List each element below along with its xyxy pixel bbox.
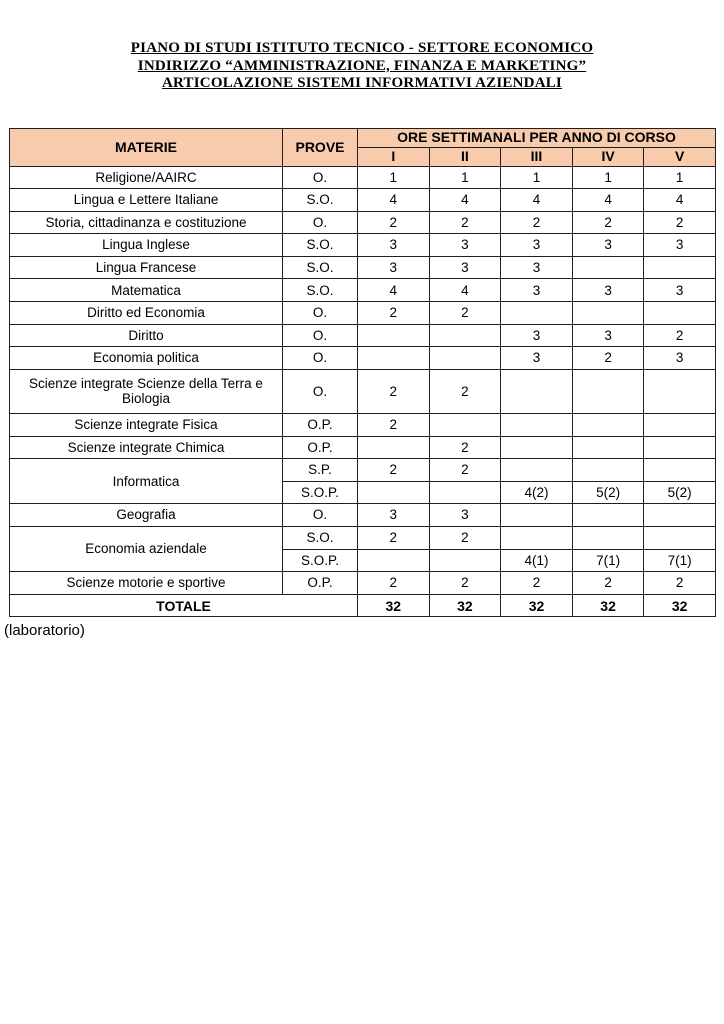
subject-cell: Lingua Inglese — [10, 234, 283, 257]
hours-cell — [501, 459, 573, 482]
hours-cell: 4 — [358, 279, 430, 302]
hours-cell: 7(1) — [644, 549, 716, 572]
table-row — [10, 189, 716, 212]
hours-cell: 2 — [358, 302, 430, 325]
hours-cell — [644, 414, 716, 437]
hours-cell: 4(2) — [501, 481, 573, 504]
prove-cell: O. — [283, 347, 358, 370]
hours-cell — [501, 414, 573, 437]
hours-cell: 2 — [429, 527, 501, 550]
laboratorio-note: (laboratorio) — [4, 622, 85, 640]
hours-cell — [644, 436, 716, 459]
hours-cell: 3 — [644, 279, 716, 302]
hours-cell: 3 — [501, 279, 573, 302]
subject-cell: Lingua Francese — [10, 256, 283, 279]
prove-cell: S.O. — [283, 256, 358, 279]
prove-cell: O. — [283, 211, 358, 234]
total-cell: 32 — [501, 594, 573, 617]
table-row — [10, 459, 716, 482]
subject-cell: Religione/AAIRC — [10, 166, 283, 189]
materie-header: MATERIE — [10, 128, 283, 166]
prove-cell: O.P. — [283, 436, 358, 459]
table-row — [10, 369, 716, 413]
hours-cell: 3 — [429, 234, 501, 257]
prove-cell: S.O.P. — [283, 549, 358, 572]
hours-cell: 7(1) — [572, 549, 644, 572]
hours-cell — [644, 302, 716, 325]
hours-cell: 3 — [501, 324, 573, 347]
hours-cell: 2 — [644, 211, 716, 234]
hours-cell: 2 — [644, 572, 716, 595]
subject-cell: Diritto — [10, 324, 283, 347]
prove-cell: O. — [283, 166, 358, 189]
hours-cell: 1 — [429, 166, 501, 189]
hours-cell: 3 — [358, 234, 430, 257]
hours-cell: 3 — [501, 234, 573, 257]
hours-cell — [501, 369, 573, 413]
prove-cell: O. — [283, 369, 358, 413]
hours-cell: 5(2) — [572, 481, 644, 504]
hours-cell: 4(1) — [501, 549, 573, 572]
header-row-1 — [10, 128, 716, 147]
year-header-1: I — [358, 147, 430, 166]
subject-cell: Informatica — [10, 459, 283, 504]
year-header-3: III — [501, 147, 573, 166]
hours-cell: 3 — [501, 347, 573, 370]
hours-cell: 2 — [429, 369, 501, 413]
prove-cell: S.O. — [283, 527, 358, 550]
hours-cell: 3 — [572, 234, 644, 257]
hours-cell: 4 — [358, 189, 430, 212]
hours-cell: 3 — [572, 279, 644, 302]
hours-cell: 2 — [358, 369, 430, 413]
table-row — [10, 414, 716, 437]
title-line-3: ARTICOLAZIONE SISTEMI INFORMATIVI AZIENDALI — [162, 75, 562, 91]
hours-cell — [501, 504, 573, 527]
table-row — [10, 347, 716, 370]
hours-cell — [358, 549, 430, 572]
hours-cell: 3 — [572, 324, 644, 347]
hours-cell — [572, 459, 644, 482]
hours-cell: 2 — [644, 324, 716, 347]
hours-cell: 3 — [358, 256, 430, 279]
hours-cell: 1 — [644, 166, 716, 189]
table-row — [10, 436, 716, 459]
hours-cell: 3 — [429, 504, 501, 527]
hours-cell: 3 — [644, 347, 716, 370]
hours-cell — [572, 436, 644, 459]
hours-cell: 2 — [429, 572, 501, 595]
table-row — [10, 279, 716, 302]
subject-cell: Scienze integrate Scienze della Terra e Biologia — [10, 369, 283, 413]
hours-cell: 2 — [429, 436, 501, 459]
prove-cell: O.P. — [283, 414, 358, 437]
hours-cell — [644, 256, 716, 279]
subject-cell: Geografia — [10, 504, 283, 527]
hours-cell: 2 — [358, 211, 430, 234]
hours-cell: 2 — [358, 459, 430, 482]
ore-settimanali-header: ORE SETTIMANALI PER ANNO DI CORSO — [358, 128, 716, 147]
hours-cell: 4 — [572, 189, 644, 212]
hours-cell: 2 — [501, 572, 573, 595]
page-title — [0, 0, 724, 93]
title-line-2: INDIRIZZO “AMMINISTRAZIONE, FINANZA E MARKETING” — [137, 57, 587, 74]
prove-cell: S.O. — [283, 234, 358, 257]
prove-cell: O. — [283, 324, 358, 347]
hours-cell — [572, 414, 644, 437]
hours-cell: 2 — [358, 414, 430, 437]
prove-cell: O. — [283, 504, 358, 527]
hours-cell: 3 — [358, 504, 430, 527]
hours-cell: 4 — [501, 189, 573, 212]
total-cell: 32 — [358, 594, 430, 617]
subject-cell: Economia aziendale — [10, 527, 283, 572]
table-row — [10, 234, 716, 257]
hours-cell: 1 — [572, 166, 644, 189]
title-line-1: PIANO DI STUDI ISTITUTO TECNICO - SETTORE ECONOMICO — [130, 40, 594, 56]
subject-cell: Economia politica — [10, 347, 283, 370]
hours-cell — [572, 369, 644, 413]
hours-cell — [572, 302, 644, 325]
prove-cell: O. — [283, 302, 358, 325]
hours-cell — [572, 527, 644, 550]
hours-cell — [501, 527, 573, 550]
hours-cell — [358, 347, 430, 370]
table-row — [10, 572, 716, 595]
subject-cell: Scienze integrate Fisica — [10, 414, 283, 437]
hours-cell — [572, 504, 644, 527]
hours-cell — [429, 324, 501, 347]
prove-cell: S.O.P. — [283, 481, 358, 504]
hours-cell — [429, 347, 501, 370]
table-row — [10, 324, 716, 347]
hours-cell — [429, 414, 501, 437]
hours-cell — [644, 527, 716, 550]
hours-cell: 3 — [644, 234, 716, 257]
hours-cell: 2 — [429, 459, 501, 482]
prove-cell: O.P. — [283, 572, 358, 595]
hours-cell — [358, 436, 430, 459]
hours-cell: 2 — [429, 211, 501, 234]
table-row — [10, 166, 716, 189]
hours-cell: 3 — [429, 256, 501, 279]
hours-cell: 2 — [572, 572, 644, 595]
hours-cell — [501, 302, 573, 325]
year-header-4: IV — [572, 147, 644, 166]
subject-cell: Scienze motorie e sportive — [10, 572, 283, 595]
hours-cell: 2 — [429, 302, 501, 325]
subject-cell: Scienze integrate Chimica — [10, 436, 283, 459]
subject-cell: Matematica — [10, 279, 283, 302]
total-row — [10, 594, 716, 617]
subject-cell: Storia, cittadinanza e costituzione — [10, 211, 283, 234]
subject-cell: Diritto ed Economia — [10, 302, 283, 325]
prove-cell: S.O. — [283, 189, 358, 212]
hours-cell — [501, 436, 573, 459]
hours-cell — [358, 481, 430, 504]
hours-cell: 5(2) — [644, 481, 716, 504]
hours-cell: 4 — [644, 189, 716, 212]
table-row — [10, 504, 716, 527]
year-header-2: II — [429, 147, 501, 166]
subject-cell: Lingua e Lettere Italiane — [10, 189, 283, 212]
prove-cell: S.P. — [283, 459, 358, 482]
hours-cell: 3 — [501, 256, 573, 279]
total-label: TOTALE — [10, 594, 358, 617]
hours-cell: 2 — [358, 572, 430, 595]
hours-cell: 1 — [358, 166, 430, 189]
hours-cell — [429, 549, 501, 572]
prove-header: PROVE — [283, 128, 358, 166]
hours-cell — [429, 481, 501, 504]
year-header-5: V — [644, 147, 716, 166]
total-cell: 32 — [572, 594, 644, 617]
table-row — [10, 527, 716, 550]
hours-cell — [358, 324, 430, 347]
hours-cell — [644, 369, 716, 413]
hours-cell: 1 — [501, 166, 573, 189]
table-row — [10, 256, 716, 279]
prove-cell: S.O. — [283, 279, 358, 302]
hours-cell — [572, 256, 644, 279]
hours-cell: 2 — [572, 211, 644, 234]
hours-cell: 4 — [429, 189, 501, 212]
hours-cell — [644, 459, 716, 482]
hours-cell: 4 — [429, 279, 501, 302]
total-cell: 32 — [644, 594, 716, 617]
hours-cell: 2 — [572, 347, 644, 370]
hours-cell — [644, 504, 716, 527]
table-row — [10, 302, 716, 325]
hours-cell: 2 — [501, 211, 573, 234]
hours-cell: 2 — [358, 527, 430, 550]
total-cell: 32 — [429, 594, 501, 617]
table-row — [10, 211, 716, 234]
study-plan-table — [9, 128, 716, 618]
